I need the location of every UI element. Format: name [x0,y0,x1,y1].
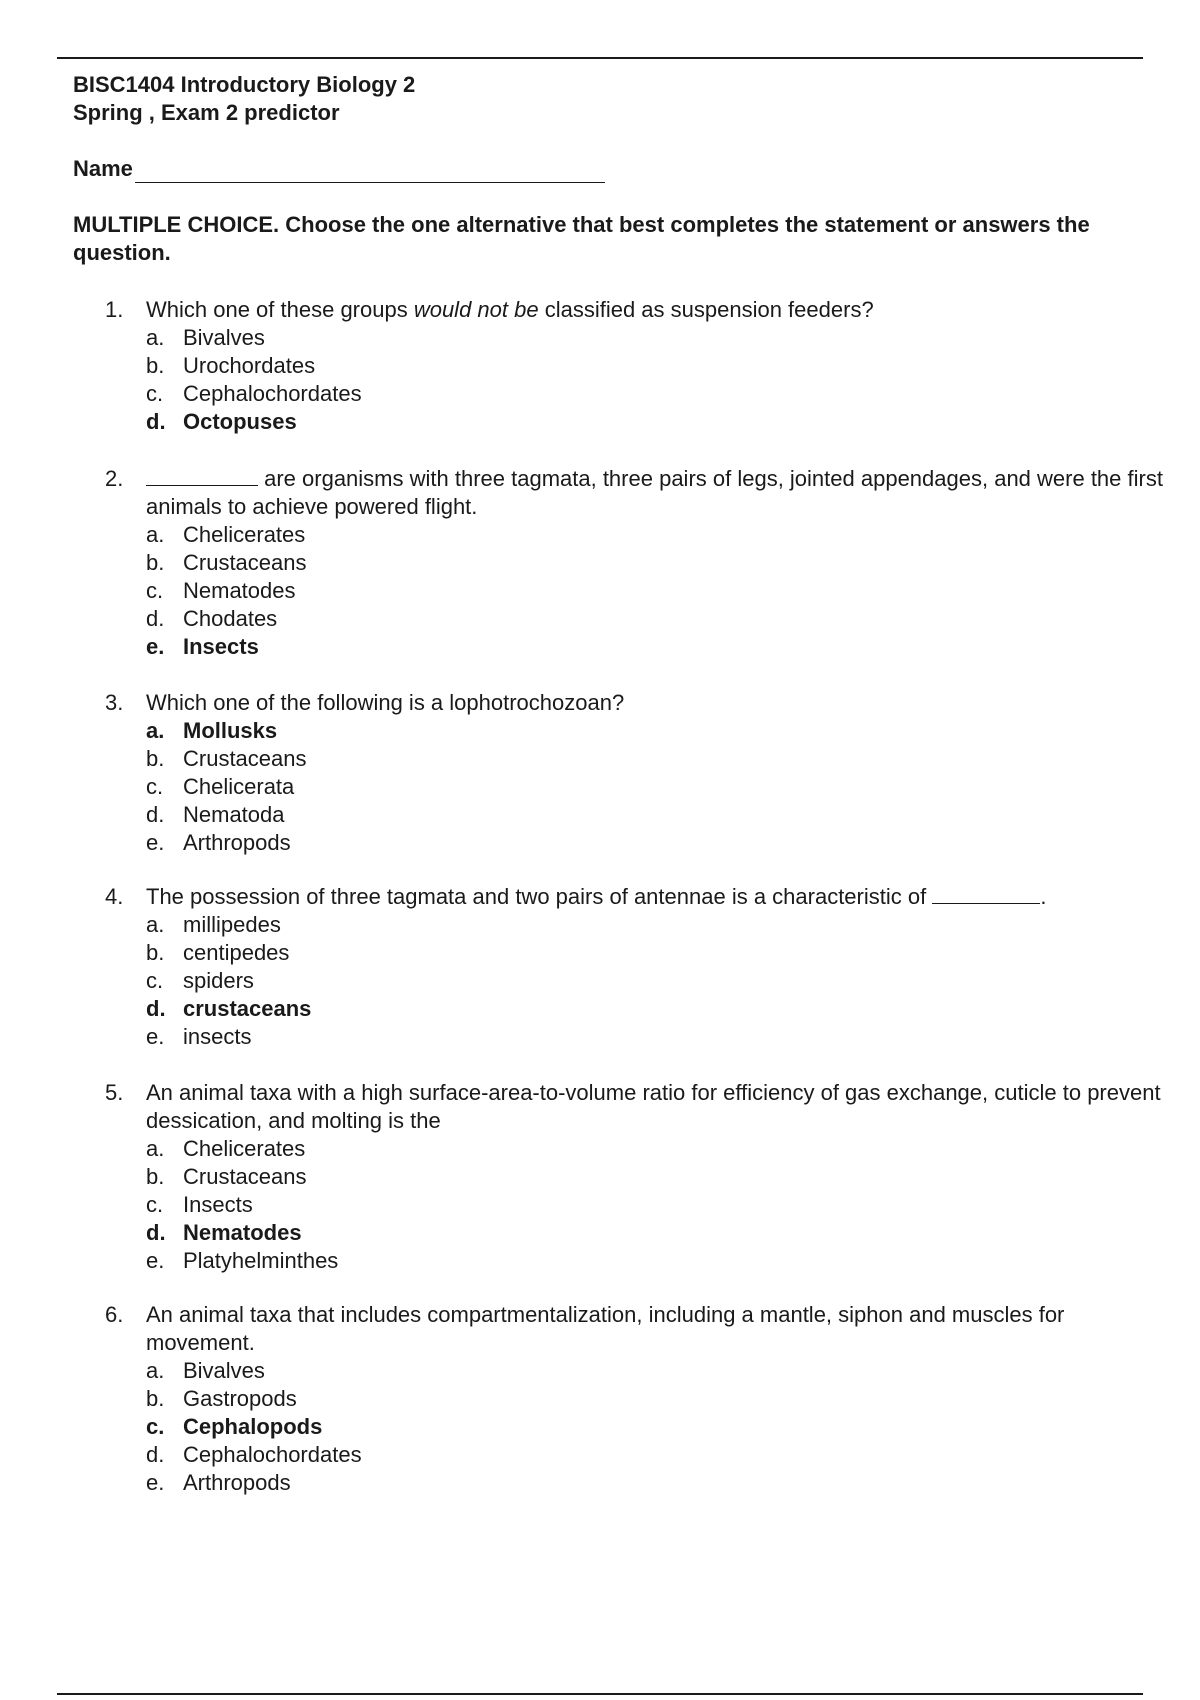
answer-blank [932,883,1040,904]
option-list [146,911,1165,1051]
bottom-rule [57,1693,1143,1695]
option: c. Chelicerata [146,774,295,799]
option: a. Bivalves [146,325,265,350]
option: d. Chodates [146,606,278,631]
option-list [146,717,1165,857]
question-number: 6. [105,1302,124,1327]
top-rule [57,57,1143,59]
question-4 [105,883,1165,1051]
instructions: MULTIPLE CHOICE. Choose the one alternative that best completes the statement or answers the question. [73,212,1090,265]
option-answer: d. Nematodes [146,1220,302,1245]
question-3 [105,689,1165,857]
question-5 [105,1079,1165,1275]
option-list [146,521,1165,661]
option: e. insects [146,1024,252,1049]
emphasis: would not be [413,297,539,322]
option-answer: c. Cephalopods [146,1414,323,1439]
option: e. Arthropods [146,830,291,855]
document-header [73,71,415,127]
option: e. Platyhelminthes [146,1248,339,1273]
option-answer: e. Insects [146,634,259,659]
option: c. Nematodes [146,578,296,603]
question-number: 1. [105,297,124,322]
question-stem: An animal taxa that includes compartmentalization, including a mantle, siphon and muscles for movement. [146,1302,1065,1355]
question-stem: Which one of these groups would not be classified as suspension feeders? [146,297,874,322]
name-field [73,155,605,183]
option: b. Crustaceans [146,550,307,575]
question-6 [105,1301,1165,1497]
question-2 [105,465,1165,661]
option: c. Cephalochordates [146,381,362,406]
question-number: 2. [105,466,124,491]
question-stem: are organisms with three tagmata, three pairs of legs, jointed appendages, and were the first animals to achieve powered flight. [146,466,1163,519]
option: a. Chelicerates [146,522,306,547]
option: c. Insects [146,1192,253,1217]
option: b. Gastropods [146,1386,297,1411]
option: a. Chelicerates [146,1136,306,1161]
option-list [146,1357,1165,1497]
option: b. Crustaceans [146,1164,307,1189]
question-stem: The possession of three tagmata and two pairs of antennae is a characteristic of . [146,884,1047,909]
option: a. millipedes [146,912,281,937]
name-blank[interactable] [135,160,605,183]
option: d. Cephalochordates [146,1442,362,1467]
question-number: 4. [105,884,124,909]
option-answer: a. Mollusks [146,718,278,743]
option: a. Bivalves [146,1358,265,1383]
option: c. spiders [146,968,254,993]
answer-blank [146,465,258,486]
name-label: Name [73,156,133,181]
exam-title: Spring , Exam 2 predictor [73,100,340,125]
question-number: 5. [105,1080,124,1105]
option: e. Arthropods [146,1470,291,1495]
option: d. Nematoda [146,802,285,827]
question-stem: An animal taxa with a high surface-area-to-volume ratio for efficiency of gas exchange, cuticle to prevent dessication, and molting is the [146,1080,1161,1133]
option-answer: d. Octopuses [146,409,297,434]
option-list [146,1135,1165,1275]
option-answer: d. crustaceans [146,996,312,1021]
option: b. Urochordates [146,353,316,378]
question-1 [105,296,1165,436]
option-list [146,324,1165,436]
course-title: BISC1404 Introductory Biology 2 [73,72,416,97]
option: b. centipedes [146,940,290,965]
question-stem: Which one of the following is a lophotrochozoan? [146,690,625,715]
question-number: 3. [105,690,124,715]
option: b. Crustaceans [146,746,307,771]
